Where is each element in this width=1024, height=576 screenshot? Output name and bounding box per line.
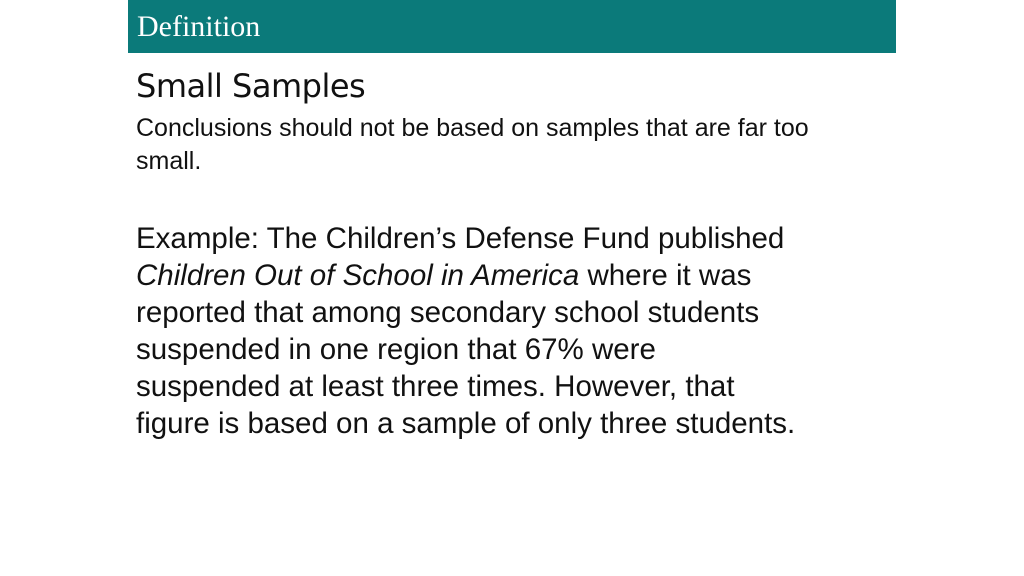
example-text-part2: where it was reported that among secondary school students suspended in one region that 67% were suspended at least three times. However, that figure is based on a sample of only three students.	[136, 259, 796, 440]
publication-title: Children Out of School in America	[136, 259, 580, 292]
example-paragraph	[136, 220, 796, 442]
example-text-part1: Example: The Children’s Defense Fund published	[136, 222, 785, 255]
slide-section-title: Definition	[137, 10, 261, 43]
slide-heading: Small Samples	[136, 67, 366, 105]
header-bar	[128, 0, 896, 53]
definition-text: Conclusions should not be based on samples that are far too small.	[136, 114, 809, 175]
